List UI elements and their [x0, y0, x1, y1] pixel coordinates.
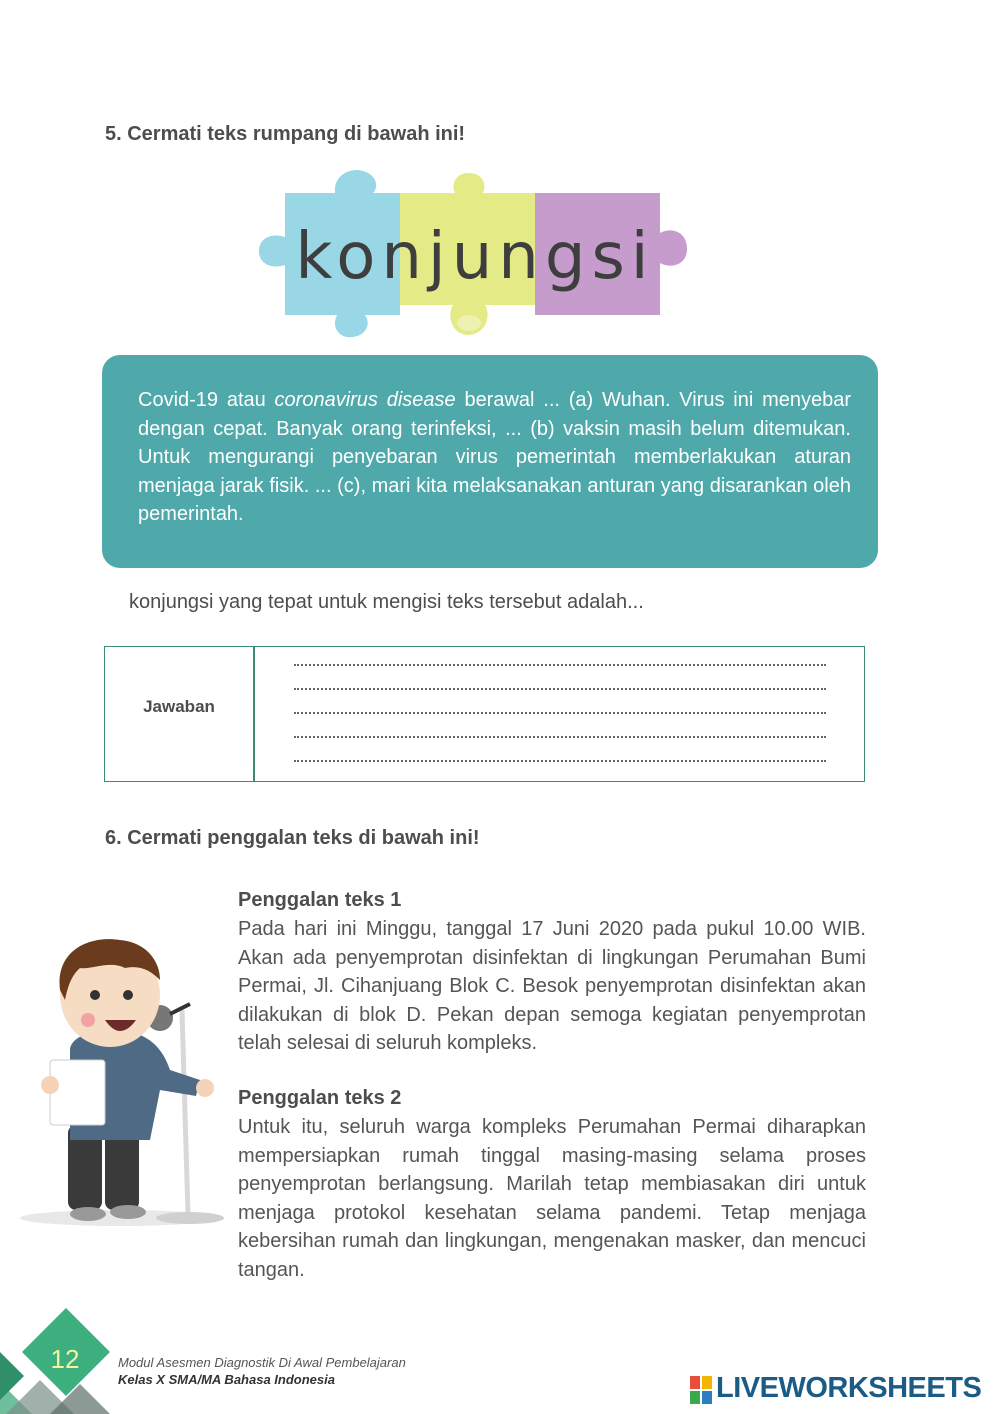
page-number: 12 [50, 1344, 80, 1374]
answer-line-5[interactable] [294, 760, 826, 762]
snippet-1-title: Penggalan teks 1 [238, 889, 402, 911]
answer-line-4[interactable] [294, 736, 826, 738]
snippet-2-body: Untuk itu, seluruh warga kompleks Perumahan Permai diharapkan mempersiapkan rumah tinggal masing-masing selama proses penyemprotan berlangsung. Marilah tetap membiasakan diri untuk menjaga protokol kesehatan selama pandemi. Tetap menjaga kebersihan rumah dan lingkungan, mengenakan masker, dan mencuci tangan. [238, 1116, 866, 1281]
answer-line-2[interactable] [294, 688, 826, 690]
snippet-1-body: Pada hari ini Minggu, tanggal 17 Juni 2020 pada pukul 10.00 WIB. Akan ada penyemprotan disinfektan di lingkungan Perumahan Bumi Permai, Jl. Cihanjuang Blok C. Besok penyemprotan disinfektan akan dilakukan di blok D. Pekan depan semoga kegiatan penyemprotan telah selesai di seluruh kompleks. [238, 918, 866, 1054]
question-6-title: 6. Cermati penggalan teks di bawah ini! [105, 827, 480, 849]
footer-module-title: Modul Asesmen Diagnostik Di Awal Pembelajaran [118, 1355, 406, 1370]
question-5-prompt: konjungsi yang tepat untuk mengisi teks tersebut adalah... [129, 591, 644, 613]
snippet-2-title: Penggalan teks 2 [238, 1087, 402, 1109]
speaker-boy-illustration [10, 930, 240, 1230]
liveworksheets-logo-icon [690, 1376, 712, 1404]
footer-class-subject: Kelas X SMA/MA Bahasa Indonesia [118, 1372, 335, 1387]
answer-table-divider [253, 646, 255, 782]
answer-line-3[interactable] [294, 712, 826, 714]
answer-line-1[interactable] [294, 664, 826, 666]
question-5-title: 5. Cermati teks rumpang di bawah ini! [105, 123, 466, 145]
liveworksheets-brand[interactable]: LIVEWORKSHEETS [716, 1372, 982, 1404]
passage-text: Covid-19 atau coronavirus disease berawal ... (a) Wuhan. Virus ini menyebar dengan cepat. Banyak orang terinfeksi, ... (b) vaksin masih belum ditemukan. Untuk mengurangi penyebaran virus pemerintah memberlakukan aturan menjaga jarak fisik. ... (c), mari kita melaksanakan anturan yang disarankan oleh pemerintah. [138, 389, 852, 525]
answer-label: Jawaban [143, 697, 215, 716]
puzzle-word: konjungsi [295, 220, 655, 294]
